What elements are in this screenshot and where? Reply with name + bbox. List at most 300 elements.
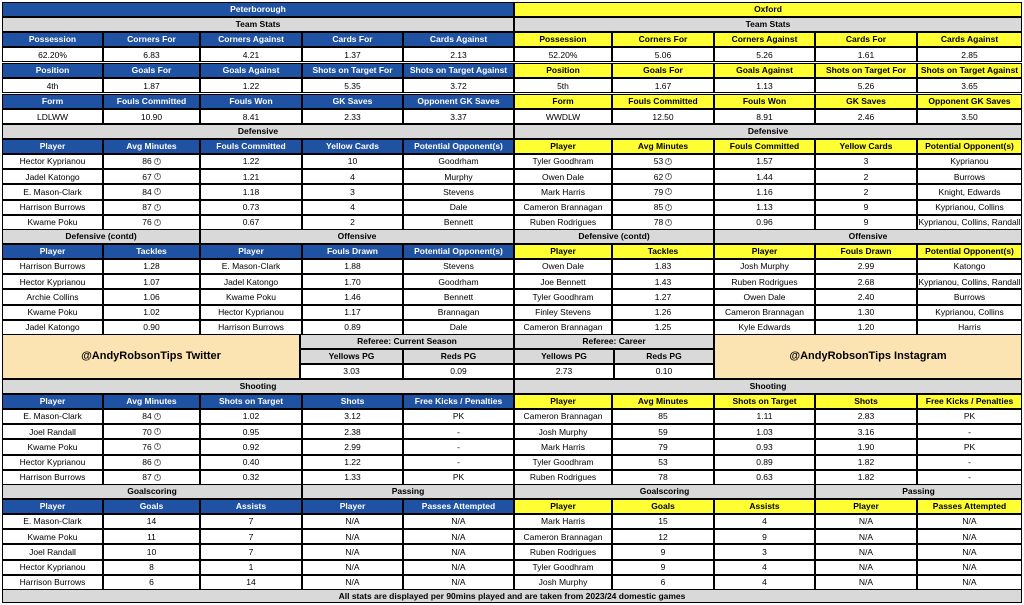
oxford-offensive-cell [815,259,917,274]
oxford-shooting-cell-text: - [968,472,971,483]
oxford-defensive-cell [714,200,815,215]
stopwatch-icon [154,443,161,450]
oxford-shooting-header-3 [815,394,917,409]
peterborough-offensive-cell-text: Stevens [443,261,474,272]
oxford-def-contd-header-0-text: Player [550,246,576,257]
peterborough-defensive-cell [2,215,103,230]
oxford-shooting-header-2 [714,394,815,409]
oxford-defensive-header-4 [917,139,1022,154]
peterborough-passing-header-1 [403,499,514,514]
referee-career-yellows-header-text: Yellows PG [541,351,587,362]
oxford-defensive-cell-text: Knight, Edwards [938,186,1001,197]
oxford-def-contd-cell [612,320,714,335]
referee-current-reds-text: 0.09 [450,366,467,377]
peterborough-shooting-cell [200,424,302,439]
peterborough-goalscoring-heading-text: Goalscoring [127,486,177,497]
peterborough-offensive-cell [200,274,302,289]
peterborough-row1_v-4-text: 2.13 [450,49,467,60]
peterborough-shooting-cell [103,439,200,454]
peterborough-row2_h-4-text: Shots on Target Against [409,65,508,76]
peterborough-shooting-cell [2,424,103,439]
peterborough-offensive-cell [302,259,403,274]
oxford-shooting-cell-text: 2.83 [857,411,875,422]
oxford-row2_h-4-text: Shots on Target Against [920,65,1019,76]
peterborough-goalscoring-cell-text: 11 [147,531,156,542]
oxford-goalscoring-cell [714,544,815,559]
oxford-row3_v-1-text: 12.50 [652,111,674,122]
peterborough-goalscoring-heading [2,484,302,499]
stopwatch-icon [665,204,672,211]
oxford-shooting-header-0-text: Player [550,396,576,407]
peterborough-goalscoring-header-1 [103,499,200,514]
oxford-offensive-cell [714,305,815,320]
oxford-defensive-cell [815,169,917,184]
oxford-row2_v-0-text: 5th [557,80,569,91]
referee-career-reds-text: 0.10 [655,366,673,377]
oxford-defensive-header-2-text: Fouls Committed [729,141,800,152]
oxford-defensive-cell-text: 1.16 [756,186,773,197]
peterborough-goalscoring-cell-text: 6 [149,577,154,588]
oxford-passing-cell [815,529,917,544]
oxford-offensive-cell-text: Ruben Rodrigues [731,276,798,287]
oxford-offensive-cell [917,289,1022,304]
peterborough-goalscoring-cell-text: 8 [149,561,154,572]
referee-career-reds-header-text: Reds PG [646,351,682,362]
oxford-defensive-cell [514,169,612,184]
oxford-row3_h-3-text: GK Saves [846,96,886,107]
peterborough-defensive-cell [103,154,200,169]
oxford-goalscoring-cell [514,575,612,590]
peterborough-defensive-cell [200,184,302,199]
oxford-row1_h-4-text: Cards Against [940,34,999,45]
peterborough-def-contd-cell [103,320,200,335]
peterborough-goalscoring-cell [103,514,200,529]
peterborough-shooting-cell [403,470,514,485]
oxford-shooting-cell-text: 0.63 [756,472,773,483]
referee-career-reds-header [614,349,714,364]
oxford-shooting-cell [917,455,1022,470]
peterborough-row3_h-1-text: Fouls Committed [116,96,187,107]
oxford-goalscoring-cell [714,560,815,575]
oxford-defensive-cell-text: 9 [863,217,869,228]
oxford-passing-cell [917,529,1022,544]
peterborough-shooting-cell [200,470,302,485]
oxford-goalscoring-header-2-text: Assists [749,501,780,512]
peterborough-shooting-heading-text: Shooting [239,381,277,392]
peterborough-shooting-header-4 [403,394,514,409]
oxford-shooting-cell-text: Josh Murphy [538,426,588,437]
oxford-row2_v-2-text: 1.13 [756,80,773,91]
peterborough-passing-heading [302,484,514,499]
peterborough-goalscoring-cell-text: 1 [248,561,254,572]
peterborough-row3_v-0-text: LDLWW [36,111,68,122]
oxford-row1_v-4 [917,47,1022,62]
peterborough-shooting-cell [200,439,302,454]
oxford-offensive-cell [714,320,815,335]
peterborough-shooting-cell-text: 70 [142,426,152,437]
peterborough-defensive-cell [403,184,514,199]
peterborough-defensive-cell [403,215,514,230]
oxford-def-contd-cell [514,305,612,320]
oxford-goalscoring-cell [514,544,612,559]
oxford-shooting-cell-text: Ruben Rodrigues [529,472,597,483]
peterborough-def-contd-cell [2,289,103,304]
oxford-shooting-cell-text: Cameron Brannagan [523,411,603,422]
peterborough-passing-cell [403,560,514,575]
oxford-row3_h-1-text: Fouls Committed [628,96,698,107]
peterborough-row1_h-2-text: Corners Against [218,34,284,45]
oxford-def-contd-heading [514,229,714,244]
peterborough-shooting-cell [2,470,103,485]
peterborough-defensive-cell [403,200,514,215]
peterborough-row1_v-2 [200,47,302,62]
peterborough-defensive-cell [302,215,403,230]
peterborough-defensive-cell [2,184,103,199]
oxford-passing-cell-text: N/A [962,531,977,542]
peterborough-goalscoring-cell-text: Harrison Burrows [19,577,86,588]
oxford-shooting-cell-text: 1.03 [756,426,773,437]
peterborough-row1_h-3 [302,32,403,47]
oxford-goalscoring-header-0 [514,499,612,514]
peterborough-defensive-header-0-text: Player [39,141,66,152]
oxford-passing-cell-text: N/A [962,577,977,588]
peterborough-offensive-cell [403,305,514,320]
oxford-shooting-cell [612,409,714,424]
oxford-shooting-cell-text: 1.82 [857,456,875,467]
peterborough-def-contd-cell-text: Hector Kyprianou [19,276,86,287]
referee-current-reds-header [403,349,514,364]
peterborough-defensive-cell [200,154,302,169]
peterborough-offensive-cell-text: E. Mason-Clark [221,261,281,272]
peterborough-row1_h-1 [103,32,200,47]
oxford-passing-cell [917,560,1022,575]
peterborough-shooting-cell [403,424,514,439]
oxford-defensive-cell-text: 3 [863,156,869,167]
oxford-offensive-cell [815,289,917,304]
peterborough-row3_v-2 [200,109,302,124]
oxford-def-contd-cell-text: 1.26 [654,306,672,317]
oxford-shooting-cell [714,470,815,485]
oxford-goalscoring-cell-text: Cameron Brannagan [523,531,603,542]
oxford-goalscoring-header-1-text: Goals [651,501,675,512]
peterborough-defensive-cell-text: 3 [350,186,355,197]
oxford-row2_v-3 [815,78,917,93]
oxford-shooting-cell [917,424,1022,439]
oxford-defensive-cell [514,215,612,230]
oxford-passing-cell [917,544,1022,559]
oxford-passing-heading [815,484,1022,499]
peterborough-defensive-cell-text: Murphy [444,171,473,182]
peterborough-passing-cell-text: N/A [451,531,466,542]
peterborough-offensive-cell-text: 1.17 [344,306,361,317]
peterborough-passing-cell [302,514,403,529]
peterborough-defensive-heading [2,124,514,139]
peterborough-goalscoring-header-2-text: Assists [235,501,267,512]
peterborough-row1_v-4 [403,47,514,62]
peterborough-defensive-cell-text: Stevens [443,186,474,197]
oxford-goalscoring-cell-text: 9 [660,561,666,572]
peterborough-shooting-cell-text: 87 [142,472,152,483]
peterborough-goalscoring-cell-text: 7 [248,546,254,557]
oxford-row3_h-3 [815,94,917,109]
peterborough-shooting-cell-text: 0.40 [242,456,260,467]
referee-current-reds [403,364,514,379]
oxford-row2_h-1-text: Goals For [643,65,683,76]
peterborough-row2_h-1 [103,63,200,78]
stopwatch-icon [154,219,161,226]
oxford-def-contd-cell [612,274,714,289]
oxford-goalscoring-cell [612,529,714,544]
oxford-shooting-cell [612,439,714,454]
peterborough-row1_h-0 [2,32,103,47]
oxford-shooting-cell-text: 1.11 [756,411,773,422]
peterborough-defensive-cell-text: 67 [142,171,152,182]
peterborough-def-contd-cell-text: 1.02 [143,306,160,317]
oxford-goalscoring-cell-text: 4 [762,561,767,572]
oxford-row3_h-0-text: Form [552,96,574,107]
peterborough-shooting-cell-text: PK [452,472,465,483]
oxford-def-contd-header-1 [612,244,714,259]
stopwatch-icon [665,173,672,180]
oxford-defensive-cell [714,215,815,230]
oxford-row2_v-4 [917,78,1022,93]
oxford-defensive-cell [612,215,714,230]
stopwatch-icon [665,158,672,165]
oxford-shooting-cell-text: Mark Harris [541,441,585,452]
peterborough-offensive-cell-text: 1.46 [344,291,361,302]
peterborough-offensive-cell [302,289,403,304]
oxford-defensive-cell [917,184,1022,199]
oxford-passing-cell-text: N/A [858,561,874,572]
oxford-passing-cell-text: N/A [858,546,874,557]
instagram-handle [714,334,1022,379]
oxford-defensive-cell-text: 62 [653,171,664,182]
oxford-offensive-cell-text: 1.30 [857,306,875,317]
oxford-def-contd-cell-text: 1.43 [654,276,672,287]
oxford-def-contd-cell-text: 1.27 [654,291,672,302]
peterborough-offensive-cell [302,320,403,335]
peterborough-defensive-header-1 [103,139,200,154]
oxford-offensive-header-0-text: Player [751,246,778,257]
peterborough-row1_h-0-text: Possession [28,34,77,45]
oxford-defensive-cell-text: 1.44 [756,171,773,182]
peterborough-goalscoring-header-1-text: Goals [139,501,164,512]
oxford-shooting-header-4-text: Free Kicks / Penalties [925,396,1014,407]
peterborough-row2_v-2 [200,78,302,93]
oxford-goalscoring-heading [514,484,815,499]
oxford-def-contd-cell-text: Cameron Brannagan [523,322,603,333]
oxford-offensive-cell [714,289,815,304]
peterborough-defensive-cell-text: 87 [142,201,152,212]
peterborough-def-contd-cell-text: 1.07 [143,276,160,287]
oxford-offensive-header-1 [815,244,917,259]
peterborough-passing-cell [302,560,403,575]
peterborough-shooting-cell [403,409,514,424]
peterborough-goalscoring-cell [103,544,200,559]
peterborough-defensive-cell-text: Bennett [443,217,474,228]
oxford-goalscoring-cell-text: 4 [762,516,767,527]
oxford-defensive-cell [714,169,815,184]
oxford-offensive-header-2-text: Potential Opponent(s) [925,246,1014,257]
peterborough-row1_v-1-text: 6.83 [143,49,160,60]
peterborough-defensive-cell [103,215,200,230]
peterborough-offensive-cell [403,289,514,304]
oxford-row2_h-3-text: Shots on Target For [825,65,907,76]
peterborough-goalscoring-cell [200,544,302,559]
peterborough-goalscoring-cell [2,514,103,529]
peterborough-goalscoring-cell [2,544,103,559]
oxford-defensive-cell-text: Kyprianou [950,156,989,167]
footer-note [2,589,1022,603]
peterborough-goalscoring-cell [2,575,103,590]
oxford-goalscoring-cell-text: 12 [658,531,668,542]
oxford-row3_h-0 [514,94,612,109]
peterborough-shooting-cell [403,439,514,454]
peterborough-defensive-cell-text: 2 [350,217,355,228]
oxford-offensive-heading-text: Offensive [848,231,888,242]
peterborough-goalscoring-cell-text: Hector Kyprianou [19,561,86,572]
oxford-passing-cell-text: N/A [962,546,977,557]
oxford-offensive-cell-text: Burrows [953,291,986,302]
peterborough-def-contd-cell [2,320,103,335]
oxford-defensive-cell-text: Tyler Goodhram [532,156,594,167]
peterborough-defensive-cell-text: E. Mason-Clark [23,186,82,197]
peterborough-offensive-cell [200,305,302,320]
peterborough-def-contd-cell [103,305,200,320]
oxford-offensive-cell-text: 2.99 [857,261,875,272]
peterborough-defensive-cell [403,154,514,169]
peterborough-defensive-header-4 [403,139,514,154]
peterborough-goalscoring-cell [103,575,200,590]
oxford-shooting-cell-text: 0.89 [756,456,773,467]
peterborough-row3_h-1 [103,94,200,109]
peterborough-defensive-cell-text: 1.22 [242,156,260,167]
peterborough-goalscoring-cell [200,560,302,575]
peterborough-shooting-cell-text: E. Mason-Clark [23,411,82,422]
oxford-defensive-header-3 [815,139,917,154]
peterborough-defensive-header-2 [200,139,302,154]
oxford-defensive-cell [714,154,815,169]
peterborough-def-contd-cell-text: 1.28 [143,261,160,272]
oxford-row3_v-4 [917,109,1022,124]
oxford-shooting-cell [714,455,815,470]
peterborough-row1_v-1 [103,47,200,62]
oxford-offensive-header-1-text: Fouls Drawn [840,246,892,257]
oxford-row2_v-1 [612,78,714,93]
referee-career-heading [514,334,714,349]
peterborough-shooting-cell-text: Harrison Burrows [19,472,86,483]
peterborough-def-contd-header-0-text: Player [39,246,66,257]
peterborough-offensive-cell-text: Harrison Burrows [218,322,284,333]
peterborough-shooting-cell [103,424,200,439]
peterborough-defensive-cell [200,200,302,215]
oxford-offensive-cell-text: Harris [958,322,981,333]
peterborough-row2_v-4 [403,78,514,93]
peterborough-passing-header-0 [302,499,403,514]
oxford-row1_v-4-text: 2.85 [961,49,978,60]
peterborough-team-title-text: Peterborough [230,4,286,15]
oxford-def-contd-header-1-text: Tackles [647,246,679,257]
oxford-def-contd-cell [514,259,612,274]
oxford-row3_v-0 [514,109,612,124]
oxford-shooting-cell-text: Tyler Goodhram [532,456,594,467]
oxford-offensive-cell [917,259,1022,274]
oxford-row1_v-3-text: 1.61 [857,49,875,60]
peterborough-row2_h-2-text: Goals Against [222,65,280,76]
oxford-defensive-cell [612,154,714,169]
peterborough-offensive-header-0-text: Player [238,246,264,257]
peterborough-shooting-cell [2,439,103,454]
oxford-goalscoring-cell [612,575,714,590]
oxford-defensive-header-3-text: Yellow Cards [839,141,893,152]
oxford-goalscoring-cell-text: 4 [762,577,767,588]
peterborough-passing-cell-text: N/A [345,577,360,588]
oxford-defensive-cell [917,169,1022,184]
peterborough-row3_v-1-text: 10.90 [140,111,163,122]
oxford-shooting-cell [714,439,815,454]
referee-career-heading-text: Referee: Career [582,336,646,347]
oxford-defensive-cell-text: Burrows [953,171,986,182]
peterborough-shooting-cell-text: 0.32 [242,472,260,483]
oxford-shooting-cell-text: - [968,426,971,437]
peterborough-passing-header-1-text: Passes Attempted [421,501,496,512]
oxford-defensive-cell [815,215,917,230]
stopwatch-icon [154,459,161,466]
oxford-row2_h-4 [917,63,1022,78]
peterborough-defensive-cell [200,169,302,184]
peterborough-row2_v-0-text: 4th [46,80,59,91]
oxford-offensive-cell [917,305,1022,320]
peterborough-offensive-heading-text: Offensive [337,231,377,242]
oxford-shooting-header-2-text: Shots on Target [732,396,797,407]
peterborough-shooting-header-3-text: Shots [340,396,365,407]
peterborough-offensive-cell [403,274,514,289]
oxford-goalscoring-cell [714,514,815,529]
peterborough-defensive-cell [302,169,403,184]
oxford-shooting-cell [714,424,815,439]
oxford-shooting-cell [815,470,917,485]
oxford-row1_v-2 [714,47,815,62]
peterborough-row1_v-3-text: 1.37 [344,49,361,60]
oxford-defensive-cell-text: 53 [653,156,664,167]
peterborough-row2_v-1-text: 1.87 [143,80,160,91]
oxford-goalscoring-cell [714,529,815,544]
oxford-goalscoring-header-0-text: Player [550,501,576,512]
peterborough-def-contd-cell [103,259,200,274]
oxford-offensive-cell-text: Kyprianou, Collins, Randall [918,276,1021,287]
peterborough-offensive-header-1-text: Fouls Drawn [326,246,378,257]
referee-career-yellows-text: 2.73 [555,366,573,377]
twitter-handle-text: @AndyRobsonTips Twitter [81,350,221,362]
peterborough-offensive-cell-text: 1.70 [344,276,361,287]
oxford-row1_h-1-text: Corners For [638,34,688,45]
peterborough-defensive-heading-text: Defensive [237,126,279,137]
oxford-row2_v-0 [514,78,612,93]
oxford-def-contd-heading-text: Defensive (contd) [578,231,650,242]
peterborough-shooting-cell [2,409,103,424]
peterborough-defensive-cell [2,154,103,169]
oxford-team-title [514,2,1022,17]
peterborough-shooting-cell [403,455,514,470]
oxford-goalscoring-header-2 [714,499,815,514]
oxford-passing-cell-text: N/A [858,531,874,542]
oxford-shooting-header-1 [612,394,714,409]
oxford-shooting-cell-text: 1.90 [857,441,875,452]
oxford-shooting-cell [815,424,917,439]
peterborough-shooting-cell-text: Kwame Poku [27,441,78,452]
oxford-row3_v-1 [612,109,714,124]
peterborough-def-contd-cell [2,259,103,274]
